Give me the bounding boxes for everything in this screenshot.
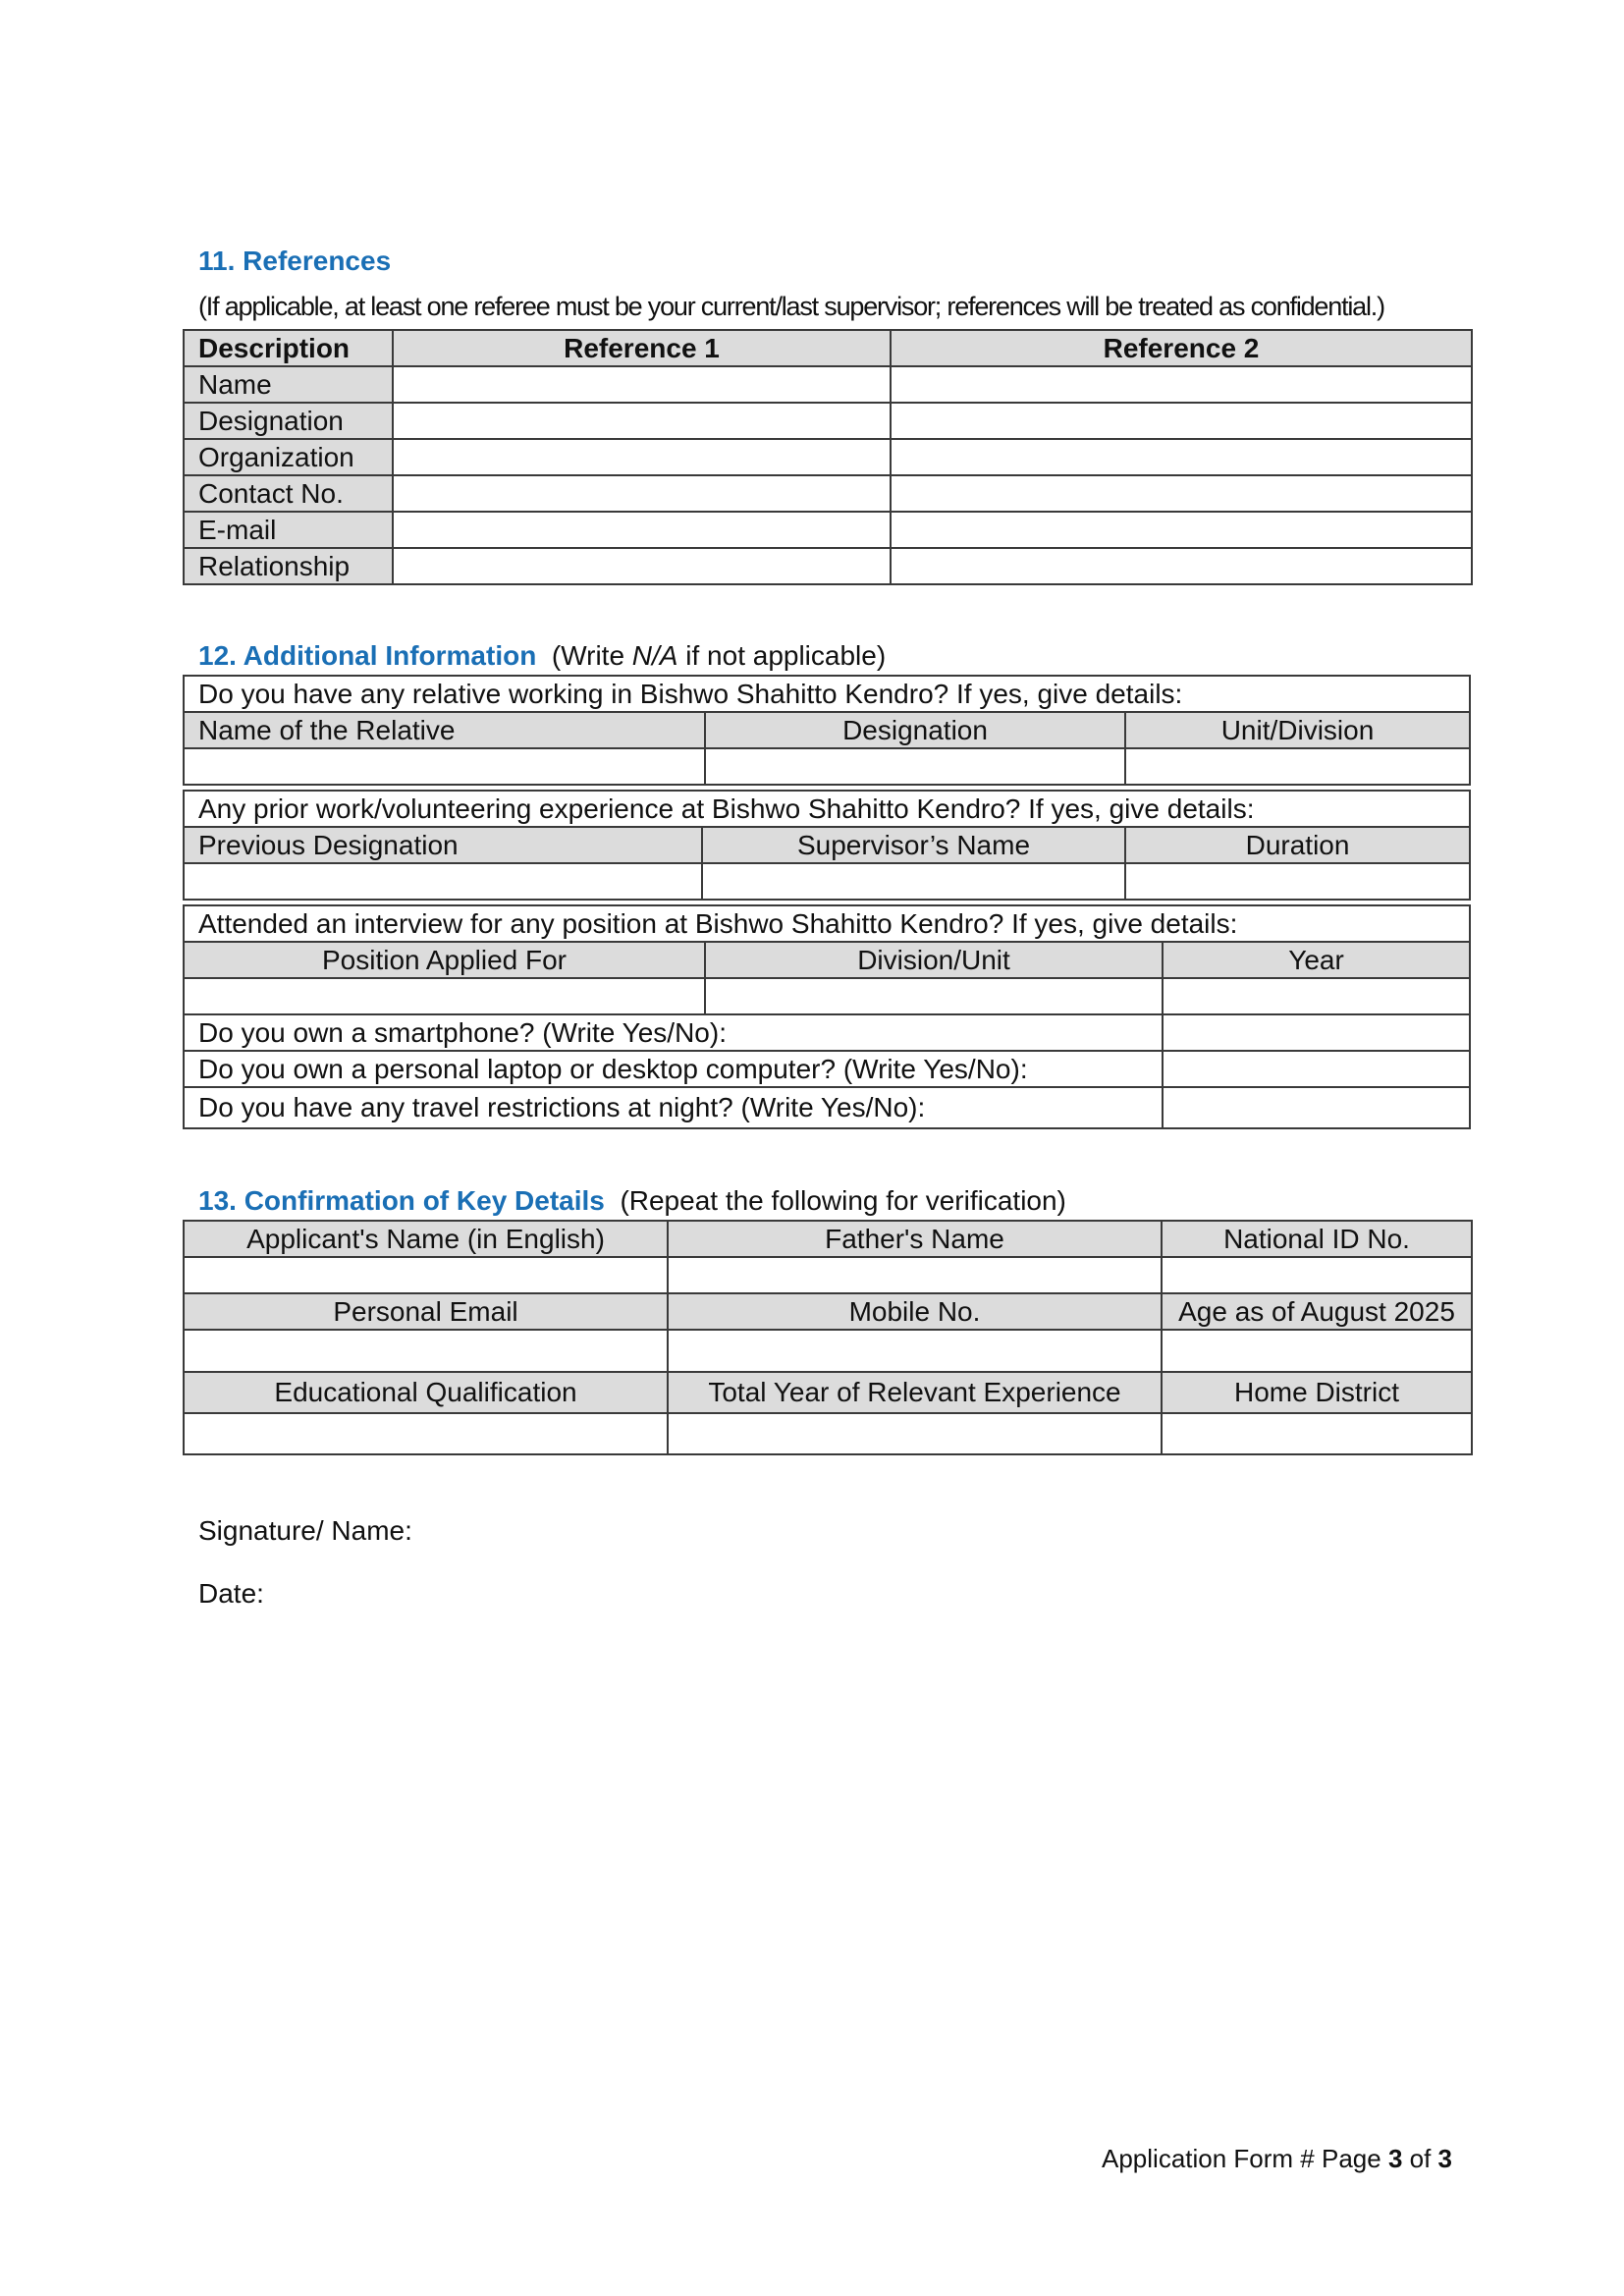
prior-experience-table (183, 790, 1471, 901)
column-header-position: Position Applied For (184, 942, 705, 978)
page-footer (1102, 2144, 1452, 2174)
home-district-field[interactable] (1162, 1413, 1472, 1454)
additional-info-heading (198, 640, 886, 672)
column-header-relative-unit: Unit/Division (1125, 712, 1470, 748)
column-header-reference-1: Reference 1 (393, 330, 891, 366)
reference-1-email-field[interactable] (393, 512, 891, 548)
mobile-field[interactable] (668, 1330, 1162, 1372)
personal-email-field[interactable] (184, 1330, 668, 1372)
footer-prefix: Application Form # Page (1102, 2144, 1388, 2173)
table-row (184, 676, 1470, 712)
references-note: (If applicable, at least one referee must be your current/last supervisor; references will be treated as confidential.) (198, 292, 1384, 321)
table-row (184, 1372, 1472, 1413)
reference-2-name-field[interactable] (891, 366, 1472, 403)
reference-2-contact-field[interactable] (891, 475, 1472, 512)
applicant-name-field[interactable] (184, 1257, 668, 1293)
table-row (184, 475, 1472, 512)
row-label-email: E-mail (184, 512, 393, 548)
previous-designation-field[interactable] (184, 863, 702, 900)
column-header-education: Educational Qualification (184, 1372, 668, 1413)
additional-info-title: 12. Additional Information (198, 640, 537, 671)
table-row (184, 1293, 1472, 1330)
relative-designation-field[interactable] (705, 748, 1125, 785)
table-row (184, 1087, 1470, 1128)
column-header-father-name: Father's Name (668, 1221, 1162, 1257)
smartphone-answer-field[interactable] (1163, 1014, 1470, 1051)
footer-of: of (1402, 2144, 1438, 2173)
table-row (184, 748, 1470, 785)
position-applied-field[interactable] (184, 978, 705, 1014)
interview-question: Attended an interview for any position at Bishwo Shahitto Kendro? If yes, give details: (184, 905, 1470, 942)
table-row (184, 439, 1472, 475)
table-row (184, 791, 1470, 827)
column-header-reference-2: Reference 2 (891, 330, 1472, 366)
row-label-name: Name (184, 366, 393, 403)
table-row (184, 827, 1470, 863)
reference-1-organization-field[interactable] (393, 439, 891, 475)
row-label-designation: Designation (184, 403, 393, 439)
reference-1-contact-field[interactable] (393, 475, 891, 512)
column-header-relative-designation: Designation (705, 712, 1125, 748)
interview-table (183, 904, 1471, 1129)
footer-page-number: 3 (1387, 2144, 1403, 2173)
column-header-national-id: National ID No. (1162, 1221, 1472, 1257)
column-header-personal-email: Personal Email (184, 1293, 668, 1330)
experience-field[interactable] (668, 1413, 1162, 1454)
relative-name-field[interactable] (184, 748, 705, 785)
prior-experience-question: Any prior work/volunteering experience at Bishwo Shahitto Kendro? If yes, give details: (184, 791, 1470, 827)
column-header-relative-name: Name of the Relative (184, 712, 705, 748)
travel-question: Do you have any travel restrictions at night? (Write Yes/No): (184, 1087, 1163, 1128)
table-row (184, 1413, 1472, 1454)
table-row (184, 548, 1472, 584)
table-row (184, 905, 1470, 942)
confirmation-heading (198, 1185, 1066, 1217)
table-row (184, 863, 1470, 900)
national-id-field[interactable] (1162, 1257, 1472, 1293)
column-header-supervisor: Supervisor’s Name (702, 827, 1125, 863)
relative-table (183, 675, 1471, 786)
additional-info-note: (Write N/A if not applicable) (551, 640, 887, 671)
date-label: Date: (198, 1578, 264, 1609)
table-row (184, 366, 1472, 403)
table-row (184, 1330, 1472, 1372)
division-unit-field[interactable] (705, 978, 1163, 1014)
column-header-home-district: Home District (1162, 1372, 1472, 1413)
interview-year-field[interactable] (1163, 978, 1470, 1014)
footer-page-total: 3 (1437, 2144, 1453, 2173)
table-row (184, 942, 1470, 978)
travel-answer-field[interactable] (1163, 1087, 1470, 1128)
smartphone-question: Do you own a smartphone? (Write Yes/No): (184, 1014, 1163, 1051)
references-table (183, 329, 1473, 585)
reference-2-email-field[interactable] (891, 512, 1472, 548)
duration-field[interactable] (1125, 863, 1470, 900)
table-row (184, 512, 1472, 548)
column-header-applicant-name: Applicant's Name (in English) (184, 1221, 668, 1257)
column-header-duration: Duration (1125, 827, 1470, 863)
reference-1-relationship-field[interactable] (393, 548, 891, 584)
table-row (184, 712, 1470, 748)
relative-question: Do you have any relative working in Bishwo Shahitto Kendro? If yes, give details: (184, 676, 1470, 712)
reference-2-organization-field[interactable] (891, 439, 1472, 475)
row-label-contact: Contact No. (184, 475, 393, 512)
supervisor-name-field[interactable] (702, 863, 1125, 900)
reference-2-relationship-field[interactable] (891, 548, 1472, 584)
confirmation-table (183, 1220, 1473, 1455)
table-row (184, 1014, 1470, 1051)
reference-1-name-field[interactable] (393, 366, 891, 403)
laptop-answer-field[interactable] (1163, 1051, 1470, 1087)
column-header-description: Description (184, 330, 393, 366)
signature-label: Signature/ Name: (198, 1515, 412, 1546)
column-header-mobile: Mobile No. (668, 1293, 1162, 1330)
confirmation-title: 13. Confirmation of Key Details (198, 1185, 605, 1216)
column-header-year: Year (1163, 942, 1470, 978)
table-row (184, 330, 1472, 366)
table-row (184, 978, 1470, 1014)
column-header-division: Division/Unit (705, 942, 1163, 978)
references-heading: 11. References (198, 246, 392, 276)
relative-unit-field[interactable] (1125, 748, 1470, 785)
table-row (184, 1051, 1470, 1087)
table-row (184, 1221, 1472, 1257)
age-field[interactable] (1162, 1330, 1472, 1372)
reference-1-designation-field[interactable] (393, 403, 891, 439)
column-header-experience: Total Year of Relevant Experience (668, 1372, 1162, 1413)
row-label-organization: Organization (184, 439, 393, 475)
table-row (184, 1257, 1472, 1293)
reference-2-designation-field[interactable] (891, 403, 1472, 439)
column-header-age: Age as of August 2025 (1162, 1293, 1472, 1330)
education-field[interactable] (184, 1413, 668, 1454)
table-row (184, 403, 1472, 439)
laptop-question: Do you own a personal laptop or desktop computer? (Write Yes/No): (184, 1051, 1163, 1087)
column-header-previous-designation: Previous Designation (184, 827, 702, 863)
father-name-field[interactable] (668, 1257, 1162, 1293)
row-label-relationship: Relationship (184, 548, 393, 584)
confirmation-note: (Repeat the following for verification) (620, 1185, 1066, 1216)
